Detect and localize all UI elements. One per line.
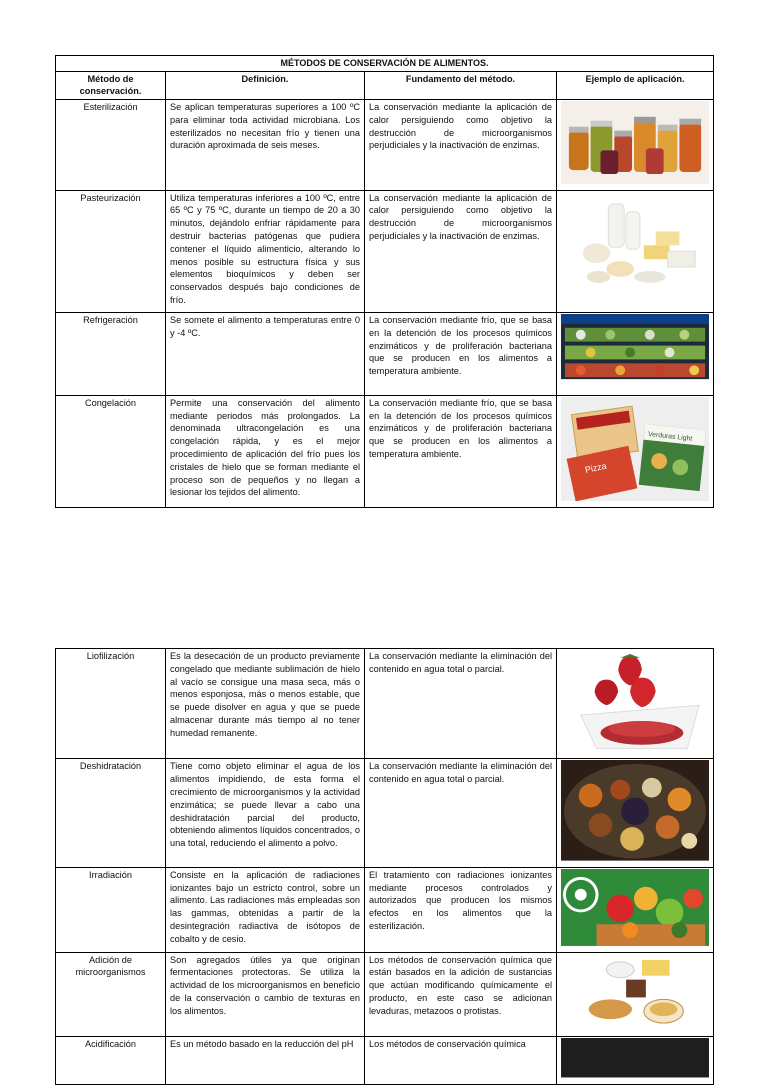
table-row <box>56 100 714 191</box>
conservation-methods-table-part1 <box>55 55 714 508</box>
example-cell <box>557 867 714 952</box>
fermented-foods-image <box>561 954 709 1031</box>
definition-cell: Es la desecación de un producto previamente congelado que mediante sublimación de hielo al vacío se consigue una masa seca, más o menos esponjosa, más o menos estable, que se puede disolver en agua y que se puede almacenar durante más tiempo al no tener humedad remanente. <box>166 649 365 759</box>
header-method: Método de conservación. <box>56 72 166 100</box>
header-example: Ejemplo de aplicación. <box>557 72 714 100</box>
definition-cell: Permite una conservación del alimento mediante periodos más prolongados. La denominada ultracongelación es una congelación rápida, y es el mejor procedimiento de aplicación del frío pues los cristales de hielo que se forman mediante el proceso son de pequeños y no llegan a lesionar los tejidos del alimento. <box>166 395 365 507</box>
example-cell <box>557 759 714 867</box>
method-cell: Irradiación <box>56 867 166 952</box>
example-cell <box>557 1037 714 1084</box>
method-cell: Pasteurización <box>56 190 166 312</box>
example-cell <box>557 190 714 312</box>
method-cell: Deshidratación <box>56 759 166 867</box>
table-row <box>56 867 714 952</box>
method-cell: Acidificación <box>56 1037 166 1084</box>
header-definition: Definición. <box>166 72 365 100</box>
conservation-methods-table-part2 <box>55 648 714 1085</box>
pizza-label: Pizza <box>584 460 608 475</box>
method-cell: Adición de microorganismos <box>56 952 166 1037</box>
basis-cell: La conservación mediante la aplicación de calor persiguiendo como objetivo la destrucción de microorganismos perjudiciales y la inactivación de enzimas. <box>365 100 557 191</box>
table-row <box>56 649 714 759</box>
basis-cell: Los métodos de conservación química <box>365 1037 557 1084</box>
definition-cell: Es un método basado en la reducción del pH <box>166 1037 365 1084</box>
table-row <box>56 1037 714 1084</box>
basis-cell: La conservación mediante la eliminación del contenido en agua total o parcial. <box>365 649 557 759</box>
method-cell: Liofilización <box>56 649 166 759</box>
table-row <box>56 312 714 395</box>
definition-cell: Se aplican temperaturas superiores a 100 ºC para eliminar toda actividad microbiana. Los esterilizados no necesitan frío y tienen una duración aproximada de seis meses. <box>166 100 365 191</box>
dried-fruits-image <box>561 760 709 861</box>
definition-cell: Utiliza temperaturas inferiores a 100 ºC, entre 65 ºC y 75 ºC, durante un tiempo de 20 a 30 minutos, dejándolo enfriar rápidamente para destruir bacterias patógenas que pudiera contener el líquido alimenticio, alterando lo menos posible su estructura física y sus elementos bioquímicos y deben ser conservados después bajo condiciones de frío. <box>166 190 365 312</box>
definition-cell: Se somete el alimento a temperaturas entre 0 y -4 ºC. <box>166 312 365 395</box>
method-cell: Congelación <box>56 395 166 507</box>
definition-cell: Tiene como objeto eliminar el agua de los alimentos impidiendo, de esta forma el crecimiento de microorganismos y la actividad enzimática; se puede llevar a cabo una deshidratación parcial del producto, obteniendo alimentos líquidos concentrados, o una total, reduciendo el alimento a polvo. <box>166 759 365 867</box>
method-cell: Refrigeración <box>56 312 166 395</box>
example-cell <box>557 395 714 507</box>
basis-cell: El tratamiento con radiaciones ionizantes mediante procesos controlados y autorizados que producen los mismos efectos en los alimentos que la esterilización. <box>365 867 557 952</box>
basis-cell: Los métodos de conservación química que están basados en la adición de sustancias que actúan modificando químicamente el producto, en este caso se adicionan levaduras, metazoos o protistas. <box>365 952 557 1037</box>
frozen-food-packages-image <box>561 397 709 502</box>
refrigerated-produce-image <box>561 314 709 389</box>
basis-cell: La conservación mediante la eliminación del contenido en agua total o parcial. <box>365 759 557 867</box>
definition-cell: Son agregados útiles ya que originan fermentaciones protectoras. Se utiliza la actividad de los microorganismos en beneficio de la conservación o cambio de texturas en los alimentos. <box>166 952 365 1037</box>
example-cell <box>557 952 714 1037</box>
table-row <box>56 759 714 867</box>
basis-cell: La conservación mediante frío, que se basa en la detención de los procesos químicos enzimáticos y de proliferación bacteriana que se producen en los alimentos a temperatura ambiente. <box>365 312 557 395</box>
basis-cell: La conservación mediante frío, que se basa en la detención de los procesos químicos enzimáticos y de proliferación bacteriana que se producen en los alimentos a temperatura ambiente. <box>365 395 557 507</box>
freeze-dried-strawberries-image <box>561 650 709 753</box>
example-cell <box>557 100 714 191</box>
basis-cell: La conservación mediante la aplicación de calor persiguiendo como objetivo la destrucción de microorganismos perjudiciales y la inactivación de enzimas. <box>365 190 557 312</box>
dairy-products-image <box>561 192 709 306</box>
example-cell <box>557 649 714 759</box>
method-cell: Esterilización <box>56 100 166 191</box>
example-cell <box>557 312 714 395</box>
table-title: MÉTODOS DE CONSERVACIÓN DE ALIMENTOS. <box>56 56 714 72</box>
acidified-food-image <box>561 1038 709 1077</box>
table-row <box>56 190 714 312</box>
verduras-label: Verduras Light <box>647 430 693 443</box>
table-row <box>56 952 714 1037</box>
table-row <box>56 395 714 507</box>
irradiated-produce-image <box>561 869 709 946</box>
definition-cell: Consiste en la aplicación de radiaciones ionizantes bajo un estricto control, sobre un alimento. Las radiaciones más empleadas son las gammas, obtenidas a partir de la desintegración radiactiva de isótopos de cobalto y de cesio. <box>166 867 365 952</box>
header-basis: Fundamento del método. <box>365 72 557 100</box>
canned-jars-image <box>561 101 709 184</box>
